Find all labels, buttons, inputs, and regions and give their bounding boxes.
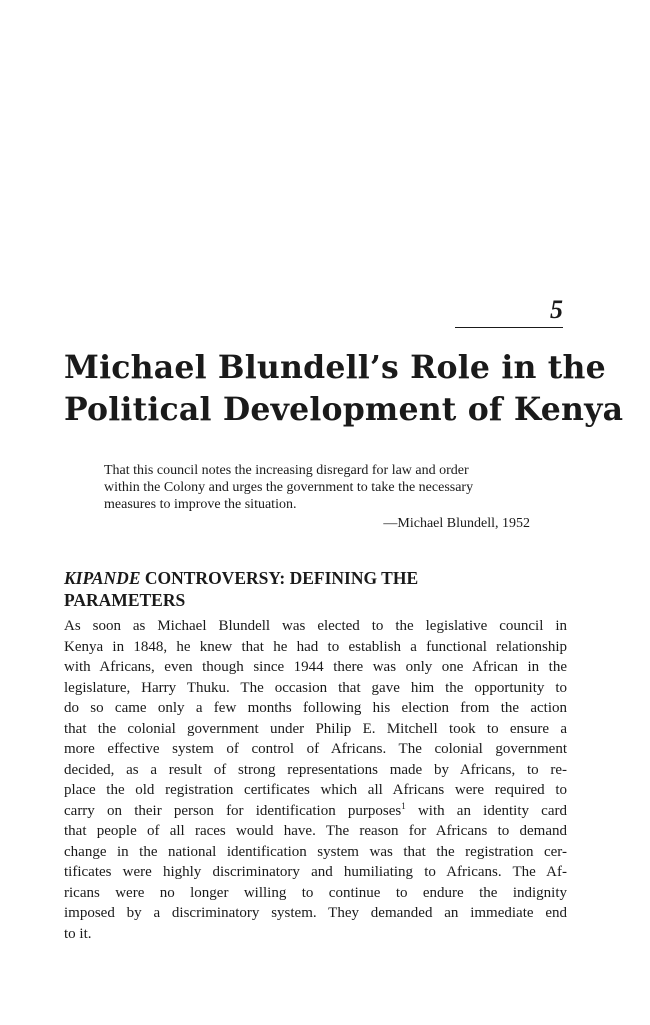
section-heading-rest: CONTROVERSY: DEFINING THE: [140, 568, 419, 588]
epigraph-line: That this council notes the increasing disregard for law and order: [104, 463, 469, 478]
body-line: ricans were no longer willing to continue to endure the indignity: [64, 884, 567, 901]
body-line-with-footnote: [64, 801, 567, 822]
body-line: change in the national identification system was that the registration cer-: [64, 843, 567, 860]
body-line: to it.: [64, 925, 92, 942]
body-paragraph: [64, 616, 567, 944]
section-heading-line: PARAMETERS: [64, 590, 186, 610]
chapter-title-line: Political Development of Kenya: [64, 391, 624, 428]
section-heading-line: [64, 567, 564, 589]
body-line: that people of all races would have. The reason for Africans to demand: [64, 823, 567, 839]
epigraph-line: within the Colony and urges the government to take the necessary: [104, 480, 474, 495]
chapter-number: 5: [550, 295, 563, 324]
body-line: imposed by a discriminatory system. They demanded an immediate end: [64, 905, 567, 921]
section-heading-italic: KIPANDE: [64, 568, 141, 588]
body-line: legislature, Harry Thuku. The occasion that gave him the opportunity to: [64, 679, 567, 696]
epigraph-line: measures to improve the situation.: [104, 497, 297, 512]
epigraph-attribution: —Michael Blundell, 1952: [383, 516, 530, 531]
chapter-title-line: Michael Blundell’s Role in the: [64, 349, 606, 386]
body-line: do so came only a few months following his election from the action: [64, 700, 567, 716]
body-line: As soon as Michael Blundell was elected to the legislative council in: [64, 618, 567, 634]
body-line: tificates were highly discriminatory and humiliating to Africans. The Af-: [64, 864, 567, 880]
chapter-rule: [455, 327, 563, 328]
chapter-title: [64, 347, 624, 431]
body-line: decided, as a result of strong representations made by Africans, to re-: [64, 761, 567, 778]
footnote-marker[interactable]: 1: [401, 800, 406, 811]
epigraph: [104, 462, 530, 513]
body-line: Kenya in 1848, he knew that he had to establish a functional relationship: [64, 638, 567, 655]
section-heading: [64, 567, 564, 611]
body-line: place the old registration certificates which all Africans were required to: [64, 782, 567, 798]
body-line: with Africans, even though since 1944 there was only one African in the: [64, 659, 567, 675]
body-line: more effective system of control of Africans. The colonial government: [64, 741, 567, 757]
body-line: that the colonial government under Philip E. Mitchell took to ensure a: [64, 720, 567, 737]
body-text-fragment: carry on their person for identification purposes: [64, 802, 402, 819]
body-text-fragment: with an identity card: [405, 802, 567, 819]
